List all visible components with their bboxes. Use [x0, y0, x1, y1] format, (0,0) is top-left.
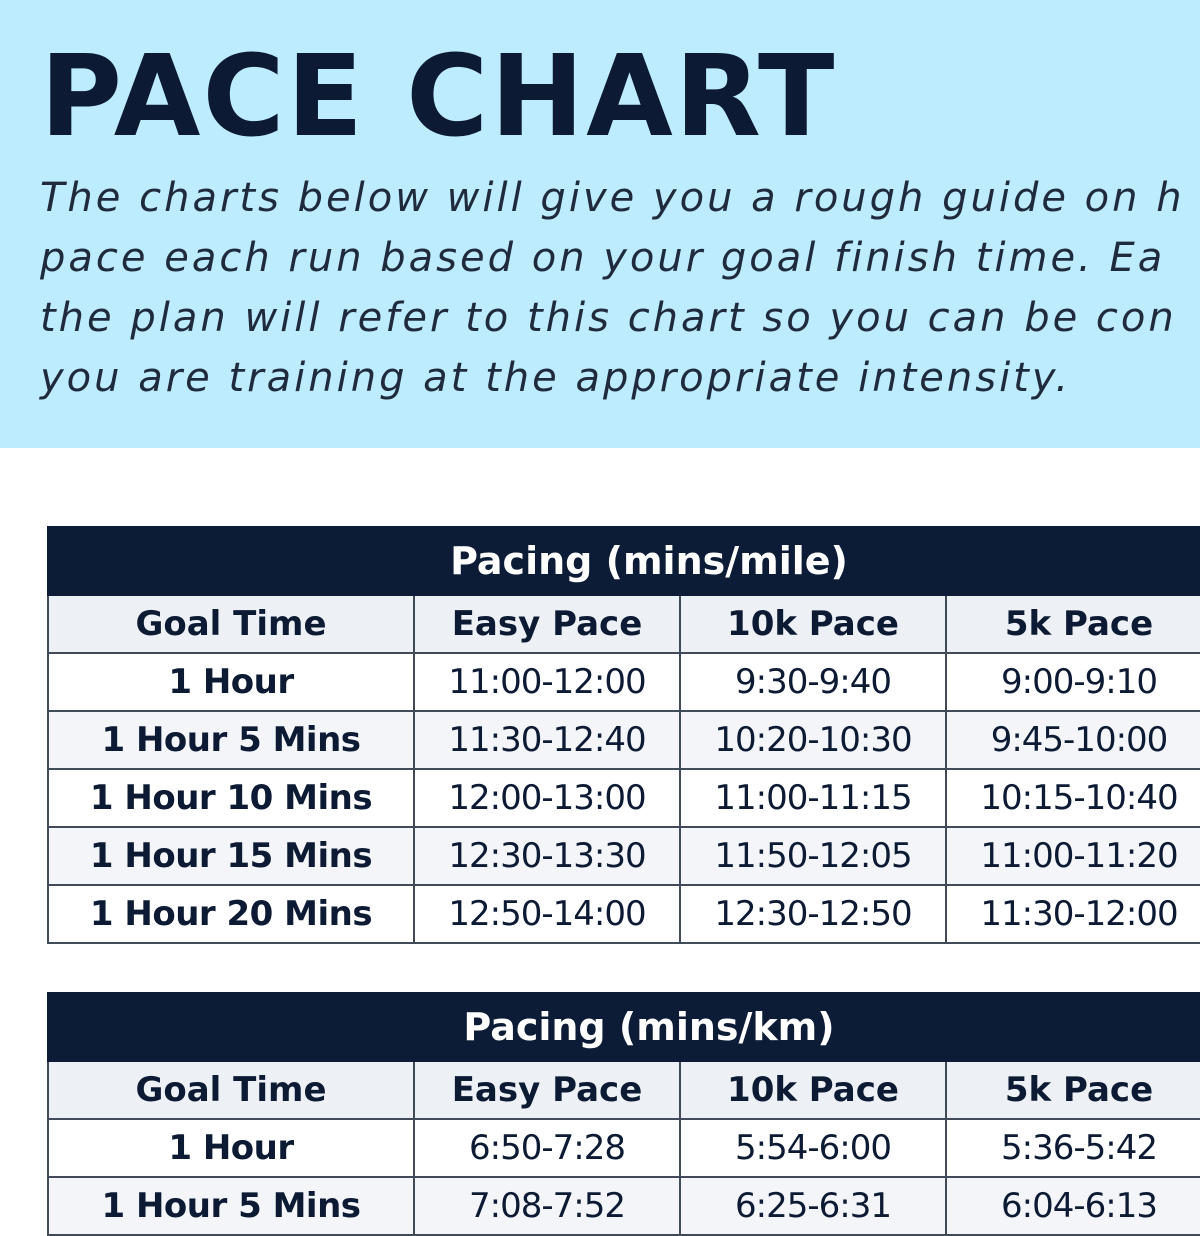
pace-table-mile [47, 526, 1200, 944]
table-caption [48, 993, 1200, 1061]
goal-time-cell: 1 Hour 5 Mins [48, 1177, 414, 1235]
easy-pace-cell: 12:30-13:30 [414, 827, 680, 885]
header-banner [0, 0, 1200, 448]
5k-pace-cell: 9:45-10:00 [946, 711, 1200, 769]
goal-time-cell: 1 Hour 5 Mins [48, 711, 414, 769]
easy-pace-cell: 6:50-7:28 [414, 1119, 680, 1177]
table-row [48, 711, 1200, 769]
table-row [48, 1119, 1200, 1177]
table-row [48, 885, 1200, 943]
goal-time-cell: 1 Hour [48, 1119, 414, 1177]
column-header-easy-pace: Easy Pace [414, 595, 680, 653]
goal-time-cell: 1 Hour 15 Mins [48, 827, 414, 885]
5k-pace-cell: 6:04-6:13 [946, 1177, 1200, 1235]
table-row [48, 827, 1200, 885]
5k-pace-cell: 9:00-9:10 [946, 653, 1200, 711]
10k-pace-cell: 5:54-6:00 [680, 1119, 946, 1177]
5k-pace-cell: 11:30-12:00 [946, 885, 1200, 943]
5k-pace-cell: 10:15-10:40 [946, 769, 1200, 827]
goal-time-cell: 1 Hour 20 Mins [48, 885, 414, 943]
easy-pace-cell: 12:00-13:00 [414, 769, 680, 827]
table-row [48, 769, 1200, 827]
column-header-goal-time: Goal Time [48, 1061, 414, 1119]
column-header-easy-pace: Easy Pace [414, 1061, 680, 1119]
goal-time-cell: 1 Hour 10 Mins [48, 769, 414, 827]
easy-pace-cell: 7:08-7:52 [414, 1177, 680, 1235]
table-row [48, 1177, 1200, 1235]
table-caption-text: Pacing (mins/km) [463, 1005, 835, 1049]
column-header-5k-pace: 5k Pace [946, 1061, 1200, 1119]
intro-text [40, 168, 1200, 408]
10k-pace-cell: 11:50-12:05 [680, 827, 946, 885]
easy-pace-cell: 12:50-14:00 [414, 885, 680, 943]
10k-pace-cell: 10:20-10:30 [680, 711, 946, 769]
table-row [48, 653, 1200, 711]
easy-pace-cell: 11:00-12:00 [414, 653, 680, 711]
5k-pace-cell: 5:36-5:42 [946, 1119, 1200, 1177]
column-header-goal-time: Goal Time [48, 595, 414, 653]
easy-pace-cell: 11:30-12:40 [414, 711, 680, 769]
intro-line: The charts below will give you a rough guide on h [40, 175, 1185, 221]
intro-line: you are training at the appropriate intensity. [40, 355, 1072, 401]
column-header-10k-pace: 10k Pace [680, 1061, 946, 1119]
column-header-5k-pace: 5k Pace [946, 595, 1200, 653]
intro-line: the plan will refer to this chart so you can be con [40, 295, 1177, 341]
pace-table-km [47, 992, 1200, 1236]
10k-pace-cell: 12:30-12:50 [680, 885, 946, 943]
table-caption [48, 527, 1200, 595]
page-title: PACE CHART [40, 32, 837, 162]
goal-time-cell: 1 Hour [48, 653, 414, 711]
intro-line: pace each run based on your goal finish time. Ea [40, 235, 1166, 281]
column-header-10k-pace: 10k Pace [680, 595, 946, 653]
10k-pace-cell: 9:30-9:40 [680, 653, 946, 711]
5k-pace-cell: 11:00-11:20 [946, 827, 1200, 885]
10k-pace-cell: 11:00-11:15 [680, 769, 946, 827]
table-caption-text: Pacing (mins/mile) [450, 539, 848, 583]
10k-pace-cell: 6:25-6:31 [680, 1177, 946, 1235]
